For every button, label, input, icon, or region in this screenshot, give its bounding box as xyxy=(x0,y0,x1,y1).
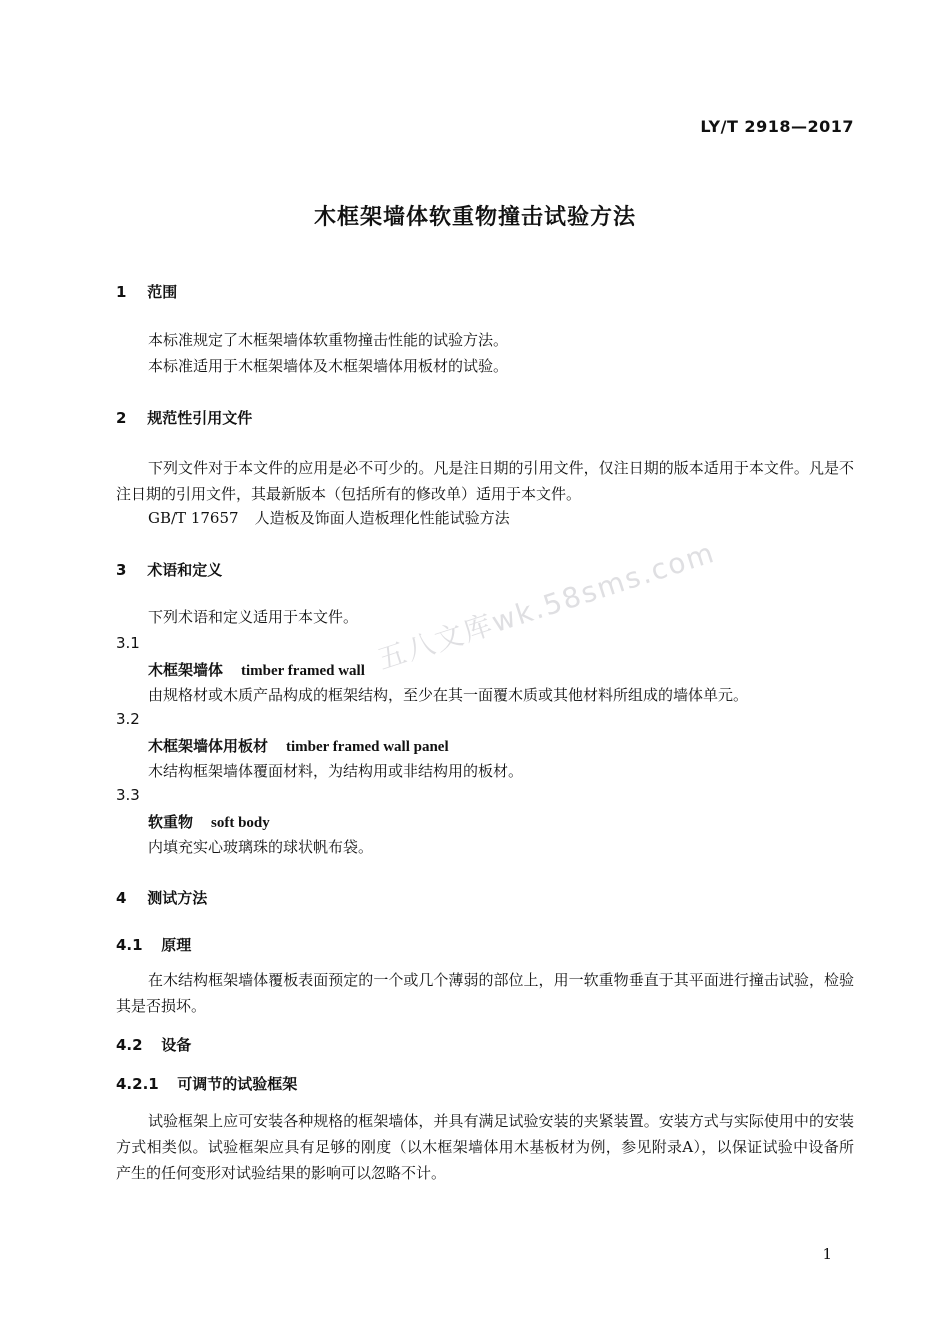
term-number: 3.2 xyxy=(116,710,140,728)
section-number: 1 xyxy=(116,283,127,301)
section-title: 原理 xyxy=(161,936,192,954)
scope-para-1: 本标准规定了木框架墙体软重物撞击性能的试验方法。 xyxy=(148,331,509,349)
test-frame-para: 试验框架上应可安装各种规格的框架墙体，并具有满足试验安装的夹紧装置。安装方式与实际使用中的安装方式相类似。试验框架应具有足够的刚度（以木框架墙体用木基板材为例，参见附录A），以保证试验中设备所产生的任何变形对试验结果的影响可以忽略不计。 xyxy=(116,1112,854,1182)
term-definition: 内填充实心玻璃珠的球状帆布袋。 xyxy=(148,838,374,856)
normative-references-para: 下列文件对于本文件的应用是必不可少的。凡是注日期的引用文件，仅注日期的版本适用于本文件。凡是不注日期的引用文件，其最新版本（包括所有的修改单）适用于本文件。 xyxy=(116,459,854,503)
section-title: 术语和定义 xyxy=(147,561,223,579)
reference-code: GB/T 17657 xyxy=(148,509,239,527)
section-1-heading xyxy=(116,281,177,302)
section-4-heading xyxy=(116,887,207,908)
section-title: 范围 xyxy=(147,283,178,301)
scope-para-2: 本标准适用于木框架墙体及木框架墙体用板材的试验。 xyxy=(148,357,509,375)
section-number: 2 xyxy=(116,409,127,427)
term-en: soft body xyxy=(211,815,270,831)
document-title: 木框架墙体软重物撞击试验方法 xyxy=(313,205,636,230)
section-2-heading xyxy=(116,407,252,428)
section-4-2-1-heading xyxy=(116,1073,297,1094)
section-number: 4.1 xyxy=(116,936,143,954)
standard-code: LY/T 2918—2017 xyxy=(700,117,854,136)
term-number: 3.3 xyxy=(116,786,140,804)
section-4-2-heading xyxy=(116,1034,191,1055)
section-title: 设备 xyxy=(161,1036,192,1054)
term-en: timber framed wall xyxy=(241,663,365,679)
term-zh: 软重物 xyxy=(148,813,194,831)
section-number: 4 xyxy=(116,889,127,907)
reference-entry xyxy=(148,507,510,529)
section-title: 规范性引用文件 xyxy=(147,409,253,427)
reference-title: 人造板及饰面人造板理化性能试验方法 xyxy=(254,509,510,527)
section-number: 4.2.1 xyxy=(116,1075,159,1093)
term-heading xyxy=(148,659,365,680)
section-4-1-heading xyxy=(116,934,191,955)
term-heading xyxy=(148,735,449,756)
section-3-heading xyxy=(116,559,222,580)
watermark: 五八文库wk.58sms.com xyxy=(373,535,720,677)
principle-para: 在木结构框架墙体覆板表面预定的一个或几个薄弱的部位上，用一软重物垂直于其平面进行撞击试验，检验其是否损坏。 xyxy=(116,971,854,1015)
term-number: 3.1 xyxy=(116,634,140,652)
term-zh: 木框架墙体用板材 xyxy=(148,737,269,755)
section-title: 测试方法 xyxy=(147,889,208,907)
term-zh: 木框架墙体 xyxy=(148,661,224,679)
term-definition: 木结构框架墙体覆面材料，为结构用或非结构用的板材。 xyxy=(148,762,524,780)
term-en: timber framed wall panel xyxy=(286,739,449,755)
section-number: 3 xyxy=(116,561,127,579)
section-number: 4.2 xyxy=(116,1036,143,1054)
section-title: 可调节的试验框架 xyxy=(177,1075,298,1093)
terms-intro: 下列术语和定义适用于本文件。 xyxy=(148,608,359,626)
page-number: 1 xyxy=(822,1245,832,1263)
term-definition: 由规格材或木质产品构成的框架结构，至少在其一面覆木质或其他材料所组成的墙体单元。 xyxy=(148,686,749,704)
term-heading xyxy=(148,811,270,832)
